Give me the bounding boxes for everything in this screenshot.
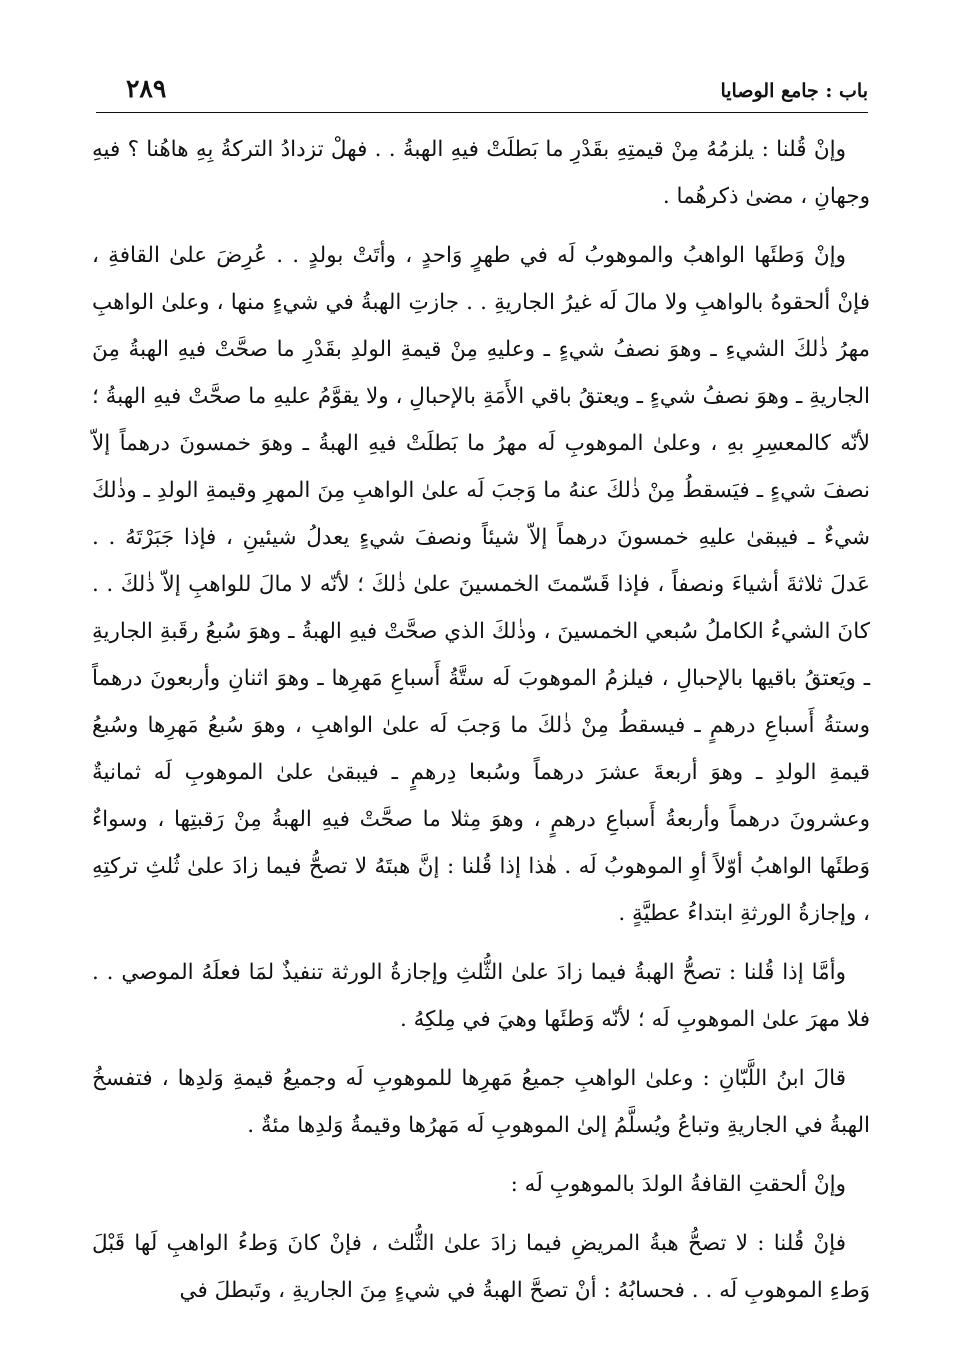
page-number: ٢٨٩: [126, 74, 167, 103]
paragraph: وإنْ قُلنا : يلزمُهُ مِنْ قيمتِهِ بقَدْرِ ما بَطلَتْ فيهِ الهبةُ . . فهلْ تزدادُ التركةُ بِهِ هاهُنا ؟ فيهِ وجهانِ ، مضىٰ ذكرهُما .: [92, 137, 870, 209]
paragraph: وأمَّا إذا قُلنا : تصحُّ الهبةُ فيما زادَ علىٰ الثُّلثِ وإجازةُ الورثة تنفيذٌ لمَا فعلَهُ الموصي . . فلا مهرَ علىٰ الموهوبِ لَه ؛ لأنّه وَطئَها وهيَ في مِلكِهُ .: [92, 960, 870, 1032]
paragraph: فإنْ قُلنا : لا تصحُّ هبةُ المريضِ فيما زادَ علىٰ الثُّلث ، فإنْ كانَ وَطءُ الواهبِ لَها قَبْلَ وَطءِ الموهوبِ لَه . . فحسابُهُ : أنْ تصحَّ الهبةُ في شيءٍ مِنَ الجاريةِ ، وتَبطلَ في: [92, 1231, 870, 1303]
body-text: [92, 126, 870, 1326]
chapter-title: باب : جامع الوصايا: [720, 80, 868, 102]
paragraph: وإنْ وَطئَها الواهبُ والموهوبُ لَه في طهرٍ وَاحدٍ ، وأتَتْ بولدٍ . . عُرِضَ علىٰ القافةِ ، فإنْ ألحقوهُ بالواهبِ ولا مالَ لَه غيرُ الجاريةِ . . جازتِ الهبةُ في شيءٍ منها ، وعلىٰ الواهبِ مهرُ ذٰلكَ الشيءِ ـ وهوَ نصفُ شيءٍ ـ وعليهِ مِنْ قيمةِ الولدِ بقَدْرِ ما صحَّتْ فيهِ الهبةُ مِنَ الجاريةِ ـ وهوَ نصفُ شيءٍ ـ ويعتقُ باقي الأَمَةِ بالإحبالِ ، ولا يقوَّمُ عليهِ ما صحَّتْ فيهِ الهبةُ ؛ لأنّه كالمعسِرِ بهِ ، وعلىٰ الموهوبِ لَه مهرُ ما بَطلَتْ فيهِ الهبةُ ـ وهوَ خمسونَ درهماً إلاّ نصفَ شيءٍ ـ فيَسقطُ مِنْ ذٰلكَ عنهُ ما وَجبَ لَه علىٰ الواهبِ مِنَ المهرِ وقيمةِ الولدِ ـ وذٰلكَ شيءٌ ـ فيبقىٰ عليهِ خمسونَ درهماً إلاّ شيئاً ونصفَ شيءٍ يعدلُ شيئينِ ، فإذا جَبَرْتَهُ . . عَدلَ ثلاثةَ أشياءَ ونصفاً ، فإذا قَسّمتَ الخمسينَ علىٰ ذٰلكَ ؛ لأنّه لا مالَ للواهبِ إلاّ ذٰلكَ . . كانَ الشيءُ الكاملُ سُبعي الخمسينَ ، وذٰلكَ الذي صحَّتْ فيهِ الهبةُ ـ وهوَ سُبعُ رقَبةِ الجاريةِ ـ ويَعتقُ باقيها بالإحبالِ ، فيلزمُ الموهوبَ لَه ستَّةُ أَسباعِ مَهرِها ـ وهوَ اثنانِ وأربعونَ درهماً وستةُ أَسباعِ درهمٍ ـ فيسقطُ مِنْ ذٰلكَ ما وَجبَ لَه علىٰ الواهبِ ، وهوَ سُبعُ مَهرِها وسُبعُ قيمةِ الولدِ ـ وهوَ أربعةَ عشرَ درهماً وسُبعا دِرهمٍ ـ فيبقىٰ علىٰ الموهوبِ لَه ثمانيةٌ وعشرونَ درهماً وأربعةُ أَسباعِ درهمٍ ، وهوَ مِثلا ما صحَّتْ فيهِ الهبةُ مِنْ رَقبتِها ، وسواءٌ وَطئَها الواهبُ أوّلاً أوِ الموهوبُ لَه . هٰذا إذا قُلنا : إنَّ هبتَهُ لا تصحُّ فيما زادَ علىٰ ثُلثِ تركتِهِ ، وإجازةُ الورثةِ ابتداءُ عطيَّةٍ .: [92, 243, 870, 926]
page-header: [96, 72, 868, 113]
paragraph: قالَ ابنُ اللَّبّانِ : وعلىٰ الواهبِ جميعُ مَهرِها للموهوبِ لَه وجميعُ قيمةِ وَلدِها ، فتفسخُ الهبةُ في الجاريةِ وتباعُ ويُسلَّمُ إلىٰ الموهوبِ لَه مَهرُها وقيمةُ وَلدِها مئةٌ .: [92, 1066, 870, 1138]
paragraph: وإنْ ألحقتِ القافةُ الولدَ بالموهوبِ لَه :: [510, 1172, 846, 1197]
